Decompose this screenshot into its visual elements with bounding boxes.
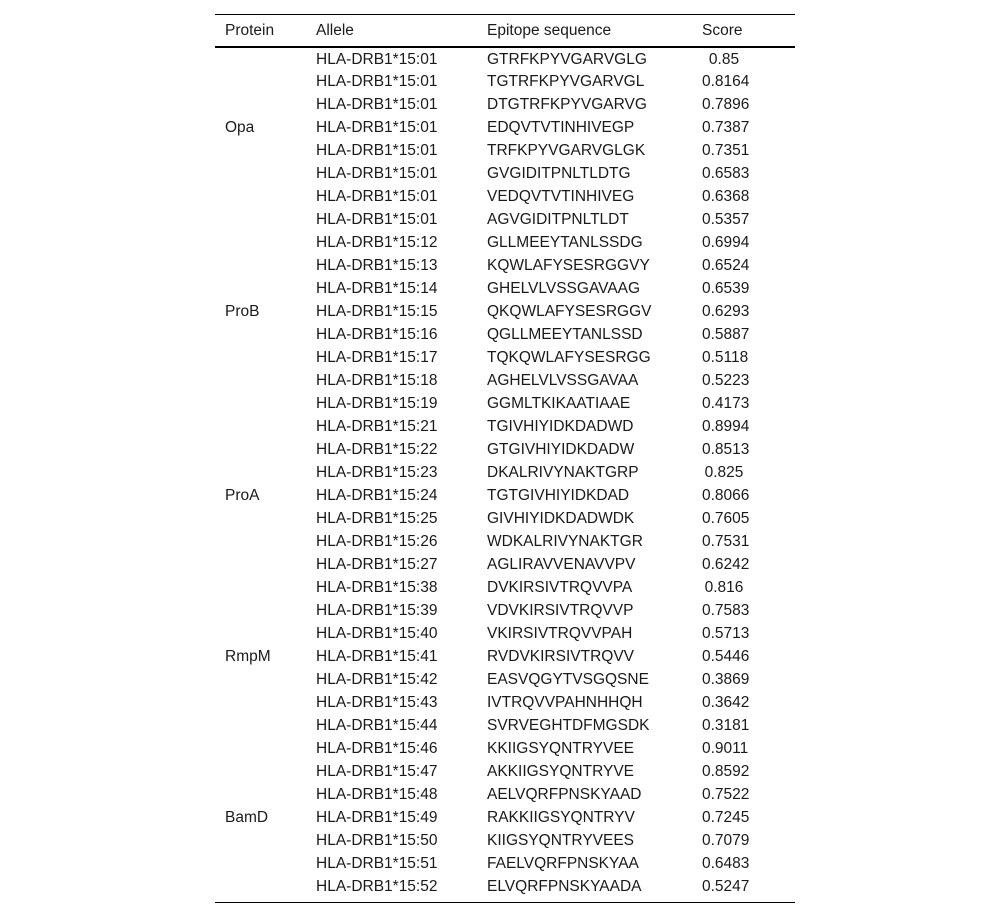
cell-epitope-sequence: DTGTRFKPYVGARVG bbox=[487, 95, 647, 113]
header-protein: Protein bbox=[225, 21, 275, 39]
cell-epitope-sequence: QGLLMEEYTANLSSD bbox=[487, 325, 643, 343]
table-row bbox=[215, 668, 795, 691]
table-row bbox=[215, 484, 795, 507]
table-row bbox=[215, 737, 795, 760]
cell-epitope-sequence: GIVHIYIDKDADWDK bbox=[487, 509, 635, 527]
cell-epitope-sequence: AKKIIGSYQNTRYVE bbox=[487, 762, 635, 780]
score-value: 0.8164 bbox=[702, 72, 750, 90]
cell-score bbox=[702, 737, 795, 760]
score-value: 0.7079 bbox=[702, 831, 750, 849]
cell-epitope-sequence: DKALRIVYNAKTGRP bbox=[487, 463, 639, 481]
cell-epitope-sequence: TGIVHIYIDKDADWD bbox=[487, 417, 634, 435]
table-row bbox=[215, 369, 795, 392]
cell-allele: HLA-DRB1*15:16 bbox=[316, 325, 438, 343]
cell-allele: HLA-DRB1*15:12 bbox=[316, 233, 438, 251]
cell-epitope-sequence: WDKALRIVYNAKTGR bbox=[487, 532, 643, 550]
cell-allele: HLA-DRB1*15:40 bbox=[316, 624, 438, 642]
cell-protein bbox=[215, 346, 316, 369]
cell-score bbox=[702, 323, 795, 346]
cell-score bbox=[702, 668, 795, 691]
cell-allele: HLA-DRB1*15:01 bbox=[316, 141, 438, 159]
cell-score bbox=[702, 714, 795, 737]
score-value: 0.6539 bbox=[702, 279, 750, 297]
score-value: 0.6524 bbox=[702, 256, 750, 274]
cell-score bbox=[702, 116, 795, 139]
table-row bbox=[215, 691, 795, 714]
cell-allele: HLA-DRB1*15:26 bbox=[316, 532, 438, 550]
cell-protein bbox=[215, 599, 316, 622]
cell-protein bbox=[215, 415, 316, 438]
cell-protein bbox=[215, 208, 316, 231]
cell-protein: Opa bbox=[225, 118, 255, 136]
cell-allele: HLA-DRB1*15:49 bbox=[316, 808, 438, 826]
cell-score bbox=[702, 277, 795, 300]
score-value: 0.5247 bbox=[702, 877, 750, 895]
table-row bbox=[215, 185, 795, 208]
cell-score bbox=[702, 806, 795, 829]
cell-protein: BamD bbox=[225, 808, 269, 826]
table-row bbox=[215, 829, 795, 852]
cell-score bbox=[702, 553, 795, 576]
cell-protein bbox=[215, 576, 316, 599]
cell-protein bbox=[215, 691, 316, 714]
score-value: 0.8513 bbox=[702, 440, 750, 458]
cell-protein bbox=[215, 829, 316, 852]
cell-protein bbox=[215, 254, 316, 277]
cell-protein: ProA bbox=[225, 486, 260, 504]
cell-allele: HLA-DRB1*15:01 bbox=[316, 164, 438, 182]
score-value: 0.5357 bbox=[702, 210, 750, 228]
score-value: 0.3642 bbox=[702, 693, 750, 711]
cell-allele: HLA-DRB1*15:50 bbox=[316, 831, 438, 849]
header-epitope-sequence: Epitope sequence bbox=[487, 21, 612, 39]
score-value: 0.5887 bbox=[702, 325, 750, 343]
cell-score bbox=[702, 392, 795, 415]
cell-epitope-sequence: KQWLAFYSESRGGVY bbox=[487, 256, 650, 274]
cell-allele: HLA-DRB1*15:41 bbox=[316, 647, 438, 665]
score-value: 0.5713 bbox=[702, 624, 750, 642]
cell-score bbox=[702, 645, 795, 668]
cell-protein bbox=[215, 622, 316, 645]
table-row bbox=[215, 231, 795, 254]
table-row bbox=[215, 875, 795, 902]
score-value: 0.816 bbox=[704, 578, 744, 596]
cell-epitope-sequence: DVKIRSIVTRQVVPA bbox=[487, 578, 633, 596]
score-value: 0.5223 bbox=[702, 371, 750, 389]
cell-score bbox=[702, 300, 795, 323]
cell-epitope-sequence: AGVGIDITPNLTLDT bbox=[487, 210, 629, 228]
table-row bbox=[215, 346, 795, 369]
table-row bbox=[215, 852, 795, 875]
table-row bbox=[215, 116, 795, 139]
table-row bbox=[215, 553, 795, 576]
cell-epitope-sequence: RVDVKIRSIVTRQVV bbox=[487, 647, 635, 665]
cell-allele: HLA-DRB1*15:48 bbox=[316, 785, 438, 803]
table-row bbox=[215, 530, 795, 553]
table-row bbox=[215, 93, 795, 116]
cell-epitope-sequence: FAELVQRFPNSKYAA bbox=[487, 854, 639, 872]
cell-protein bbox=[215, 852, 316, 875]
cell-protein bbox=[215, 507, 316, 530]
score-value: 0.7351 bbox=[702, 141, 750, 159]
cell-epitope-sequence: TGTGIVHIYIDKDAD bbox=[487, 486, 630, 504]
cell-score bbox=[702, 875, 795, 902]
cell-allele: HLA-DRB1*15:51 bbox=[316, 854, 438, 872]
cell-score bbox=[702, 254, 795, 277]
score-value: 0.7387 bbox=[702, 118, 750, 136]
cell-score bbox=[702, 346, 795, 369]
cell-allele: HLA-DRB1*15:46 bbox=[316, 739, 438, 757]
cell-epitope-sequence: QKQWLAFYSESRGGV bbox=[487, 302, 652, 320]
score-value: 0.7896 bbox=[702, 95, 750, 113]
cell-epitope-sequence: ELVQRFPNSKYAADA bbox=[487, 877, 642, 895]
cell-score bbox=[702, 829, 795, 852]
cell-epitope-sequence: GGMLTKIKAATIAAE bbox=[487, 394, 631, 412]
cell-allele: HLA-DRB1*15:44 bbox=[316, 716, 438, 734]
cell-epitope-sequence: TQKQWLAFYSESRGG bbox=[487, 348, 651, 366]
score-value: 0.6483 bbox=[702, 854, 750, 872]
cell-score bbox=[702, 783, 795, 806]
cell-allele: HLA-DRB1*15:01 bbox=[316, 72, 438, 90]
score-value: 0.5118 bbox=[702, 348, 749, 366]
score-value: 0.3869 bbox=[702, 670, 750, 688]
score-value: 0.7583 bbox=[702, 601, 750, 619]
cell-protein bbox=[215, 162, 316, 185]
table-row bbox=[215, 208, 795, 231]
cell-epitope-sequence: TRFKPYVGARVGLGK bbox=[487, 141, 646, 159]
cell-allele: HLA-DRB1*15:01 bbox=[316, 187, 438, 205]
cell-epitope-sequence: EASVQGYTVSGQSNE bbox=[487, 670, 649, 688]
table-row bbox=[215, 760, 795, 783]
cell-protein bbox=[215, 461, 316, 484]
cell-protein bbox=[215, 47, 316, 70]
cell-score bbox=[702, 507, 795, 530]
score-value: 0.8994 bbox=[702, 417, 750, 435]
cell-epitope-sequence: RAKKIIGSYQNTRYV bbox=[487, 808, 635, 826]
table-row bbox=[215, 783, 795, 806]
cell-score bbox=[702, 461, 795, 484]
cell-epitope-sequence: KKIIGSYQNTRYVEE bbox=[487, 739, 635, 757]
cell-protein bbox=[215, 70, 316, 93]
cell-allele: HLA-DRB1*15:01 bbox=[316, 51, 438, 68]
cell-epitope-sequence: EDQVTVTINHIVEGP bbox=[487, 118, 635, 136]
table-row bbox=[215, 139, 795, 162]
table-body bbox=[215, 47, 795, 902]
header-allele: Allele bbox=[316, 21, 354, 39]
cell-protein bbox=[215, 530, 316, 553]
cell-allele: HLA-DRB1*15:01 bbox=[316, 118, 438, 136]
cell-epitope-sequence: AGHELVLVSSGAVAA bbox=[487, 371, 639, 389]
cell-protein bbox=[215, 737, 316, 760]
cell-allele: HLA-DRB1*15:47 bbox=[316, 762, 438, 780]
table-row bbox=[215, 300, 795, 323]
table-row bbox=[215, 70, 795, 93]
table-row bbox=[215, 507, 795, 530]
cell-score bbox=[702, 162, 795, 185]
cell-allele: HLA-DRB1*15:22 bbox=[316, 440, 438, 458]
table-row bbox=[215, 599, 795, 622]
score-value: 0.7605 bbox=[702, 509, 750, 527]
cell-score bbox=[702, 47, 795, 70]
cell-allele: HLA-DRB1*15:15 bbox=[316, 302, 438, 320]
cell-protein bbox=[215, 369, 316, 392]
table-row bbox=[215, 438, 795, 461]
epitope-table bbox=[215, 14, 795, 903]
cell-allele: HLA-DRB1*15:24 bbox=[316, 486, 438, 504]
cell-score bbox=[702, 208, 795, 231]
table-row bbox=[215, 254, 795, 277]
cell-epitope-sequence: GLLMEEYTANLSSDG bbox=[487, 233, 643, 251]
score-value: 0.7522 bbox=[702, 785, 750, 803]
score-value: 0.6242 bbox=[702, 555, 750, 573]
table-row bbox=[215, 415, 795, 438]
cell-epitope-sequence: AELVQRFPNSKYAAD bbox=[487, 785, 642, 803]
cell-protein bbox=[215, 783, 316, 806]
table-row bbox=[215, 645, 795, 668]
score-value: 0.3181 bbox=[702, 716, 750, 734]
header-row bbox=[215, 15, 795, 48]
cell-score bbox=[702, 484, 795, 507]
score-value: 0.825 bbox=[704, 463, 744, 481]
cell-score bbox=[702, 576, 795, 599]
cell-score bbox=[702, 438, 795, 461]
table-row bbox=[215, 162, 795, 185]
cell-protein bbox=[215, 93, 316, 116]
cell-protein bbox=[215, 185, 316, 208]
cell-score bbox=[702, 622, 795, 645]
table-row bbox=[215, 323, 795, 346]
cell-protein bbox=[215, 714, 316, 737]
cell-allele: HLA-DRB1*15:17 bbox=[316, 348, 438, 366]
table-row bbox=[215, 576, 795, 599]
table-row bbox=[215, 622, 795, 645]
cell-epitope-sequence: IVTRQVVPAHNHHQH bbox=[487, 693, 643, 711]
cell-allele: HLA-DRB1*15:21 bbox=[316, 417, 438, 435]
cell-protein bbox=[215, 139, 316, 162]
score-value: 0.4173 bbox=[702, 394, 750, 412]
score-value: 0.6368 bbox=[702, 187, 750, 205]
epitope-table-container bbox=[215, 14, 785, 903]
cell-protein bbox=[215, 392, 316, 415]
cell-epitope-sequence: GHELVLVSSGAVAAG bbox=[487, 279, 641, 297]
cell-allele: HLA-DRB1*15:42 bbox=[316, 670, 438, 688]
cell-protein bbox=[215, 438, 316, 461]
cell-score bbox=[702, 530, 795, 553]
cell-allele: HLA-DRB1*15:18 bbox=[316, 371, 438, 389]
cell-score bbox=[702, 93, 795, 116]
score-value: 0.6293 bbox=[702, 302, 750, 320]
cell-epitope-sequence: TGTRFKPYVGARVGL bbox=[487, 72, 645, 90]
cell-score bbox=[702, 852, 795, 875]
header-score: Score bbox=[702, 21, 743, 39]
score-value: 0.7531 bbox=[702, 532, 750, 550]
cell-score bbox=[702, 70, 795, 93]
cell-epitope-sequence: GVGIDITPNLTLDTG bbox=[487, 164, 631, 182]
table-row bbox=[215, 714, 795, 737]
table-header bbox=[215, 15, 795, 48]
cell-epitope-sequence: GTGIVHIYIDKDADW bbox=[487, 440, 635, 458]
cell-protein bbox=[215, 875, 316, 902]
cell-allele: HLA-DRB1*15:43 bbox=[316, 693, 438, 711]
score-value: 0.7245 bbox=[702, 808, 750, 826]
score-value: 0.85 bbox=[708, 51, 740, 68]
score-value: 0.9011 bbox=[702, 739, 749, 757]
table-row bbox=[215, 277, 795, 300]
score-value: 0.6994 bbox=[702, 233, 750, 251]
cell-allele: HLA-DRB1*15:25 bbox=[316, 509, 438, 527]
cell-protein bbox=[215, 323, 316, 346]
cell-epitope-sequence: SVRVEGHTDFMGSDK bbox=[487, 716, 650, 734]
cell-epitope-sequence: VDVKIRSIVTRQVVP bbox=[487, 601, 634, 619]
cell-allele: HLA-DRB1*15:27 bbox=[316, 555, 438, 573]
score-value: 0.5446 bbox=[702, 647, 750, 665]
table-row bbox=[215, 461, 795, 484]
cell-score bbox=[702, 599, 795, 622]
score-value: 0.8066 bbox=[702, 486, 750, 504]
table-row bbox=[215, 47, 795, 70]
cell-allele: HLA-DRB1*15:19 bbox=[316, 394, 438, 412]
cell-protein: RmpM bbox=[225, 647, 271, 665]
cell-score bbox=[702, 369, 795, 392]
cell-allele: HLA-DRB1*15:01 bbox=[316, 210, 438, 228]
cell-score bbox=[702, 185, 795, 208]
cell-score bbox=[702, 691, 795, 714]
cell-epitope-sequence: VEDQVTVTINHIVEG bbox=[487, 187, 635, 205]
cell-epitope-sequence: KIIGSYQNTRYVEES bbox=[487, 831, 635, 849]
cell-score bbox=[702, 760, 795, 783]
cell-epitope-sequence: VKIRSIVTRQVVPAH bbox=[487, 624, 633, 642]
cell-score bbox=[702, 139, 795, 162]
cell-protein bbox=[215, 760, 316, 783]
cell-allele: HLA-DRB1*15:52 bbox=[316, 877, 438, 895]
cell-allele: HLA-DRB1*15:13 bbox=[316, 256, 438, 274]
table-row bbox=[215, 392, 795, 415]
table-row bbox=[215, 806, 795, 829]
cell-allele: HLA-DRB1*15:38 bbox=[316, 578, 438, 596]
score-value: 0.6583 bbox=[702, 164, 750, 182]
score-value: 0.8592 bbox=[702, 762, 750, 780]
cell-score bbox=[702, 231, 795, 254]
cell-allele: HLA-DRB1*15:01 bbox=[316, 95, 438, 113]
cell-protein bbox=[215, 277, 316, 300]
cell-protein bbox=[215, 668, 316, 691]
cell-protein bbox=[215, 553, 316, 576]
cell-epitope-sequence: GTRFKPYVGARVGLG bbox=[487, 51, 647, 68]
cell-allele: HLA-DRB1*15:14 bbox=[316, 279, 438, 297]
cell-protein: ProB bbox=[225, 302, 260, 320]
cell-allele: HLA-DRB1*15:39 bbox=[316, 601, 438, 619]
cell-score bbox=[702, 415, 795, 438]
cell-epitope-sequence: AGLIRAVVENAVVPV bbox=[487, 555, 636, 573]
cell-allele: HLA-DRB1*15:23 bbox=[316, 463, 438, 481]
cell-protein bbox=[215, 231, 316, 254]
